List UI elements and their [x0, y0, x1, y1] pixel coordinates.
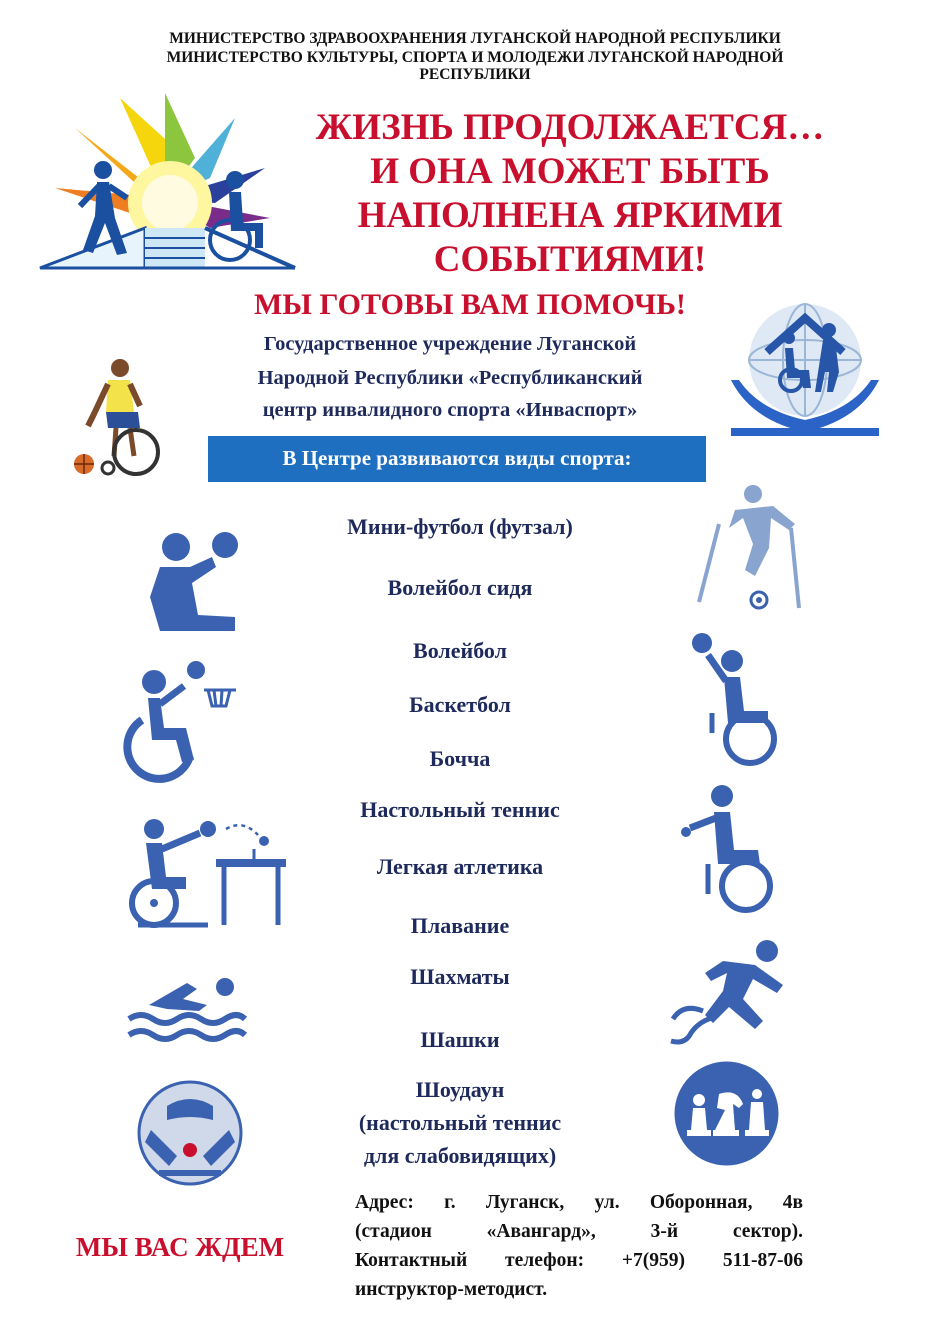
address-line: (стадион «Авангард», 3-й сектор). — [355, 1221, 803, 1242]
wheelchair-basketball-player-icon — [68, 356, 168, 478]
globe-hands-logo-icon — [731, 300, 879, 436]
sport-item: для слабовидящих) — [363, 1143, 557, 1168]
sitting-volleyball-icon — [140, 527, 245, 635]
institution-line1: Государственное учреждение Луганской — [263, 333, 637, 355]
headline-line4: СОБЫТИЯМИ! — [433, 239, 707, 280]
contact-role: инструктор-методист. — [355, 1279, 548, 1300]
headline-line1: ЖИЗНЬ ПРОДОЛЖАЕТСЯ… — [315, 107, 825, 148]
sport-item: Бочча — [429, 746, 491, 771]
address-line: Адрес: г. Луганск, ул. Оборонная, 4в — [355, 1192, 803, 1213]
ministry-culture-line2: РЕСПУБЛИКИ — [419, 66, 531, 83]
sport-item: Волейбол сидя — [387, 575, 533, 600]
sport-item: Волейбол — [413, 638, 507, 663]
wheelchair-basketball-icon — [124, 660, 239, 780]
chess-icon — [673, 1060, 780, 1167]
institution-line2: Народной Республики «Республиканский — [257, 367, 643, 389]
prosthetic-running-icon — [663, 937, 793, 1047]
amputee-football-icon — [695, 484, 803, 612]
ministry-culture-line1: МИНИСТЕРСТВО КУЛЬТУРЫ, СПОРТА И МОЛОДЕЖИ ЛУГАНСКОЙ НАРОДНОЙ — [166, 49, 784, 66]
showdown-icon — [137, 1080, 243, 1186]
wheelchair-table-tennis-icon — [128, 815, 288, 927]
sport-item: Мини-футбол (футзал) — [347, 514, 573, 539]
sport-item: Плавание — [410, 913, 510, 938]
wheelchair-volleyball-icon — [688, 627, 783, 765]
sport-item: Легкая атлетика — [376, 854, 544, 879]
headline-line2: И ОНА МОЖЕТ БЫТЬ — [370, 151, 770, 192]
boccia-icon — [682, 784, 777, 914]
sun-stairs-logo-icon — [35, 88, 300, 273]
sport-item: Шахматы — [410, 964, 510, 989]
ministry-health: МИНИСТЕРСТВО ЗДРАВООХРАНЕНИЯ ЛУГАНСКОЙ НАРОДНОЙ РЕСПУБЛИКИ — [169, 30, 781, 47]
ready-to-help: МЫ ГОТОВЫ ВАМ ПОМОЧЬ! — [254, 288, 686, 321]
sport-item: Шашки — [420, 1027, 500, 1052]
sport-item: Баскетбол — [409, 692, 511, 717]
sports-banner: В Центре развиваются виды спорта: — [208, 436, 706, 482]
institution-line3: центр инвалидного спорта «Инваспорт» — [262, 399, 638, 421]
headline-line3: НАПОЛНЕНА ЯРКИМИ — [357, 195, 783, 236]
we-are-waiting: МЫ ВАС ЖДЕМ — [75, 1232, 285, 1262]
sport-item: Шоудаун — [415, 1077, 505, 1102]
swimming-icon — [127, 975, 245, 1041]
contact-phone: Контактный телефон: +7(959) 511-87-06 — [355, 1250, 803, 1271]
sport-item: Настольный теннис — [360, 797, 560, 822]
sport-item: (настольный теннис — [358, 1110, 562, 1135]
address-block — [355, 1188, 803, 1304]
